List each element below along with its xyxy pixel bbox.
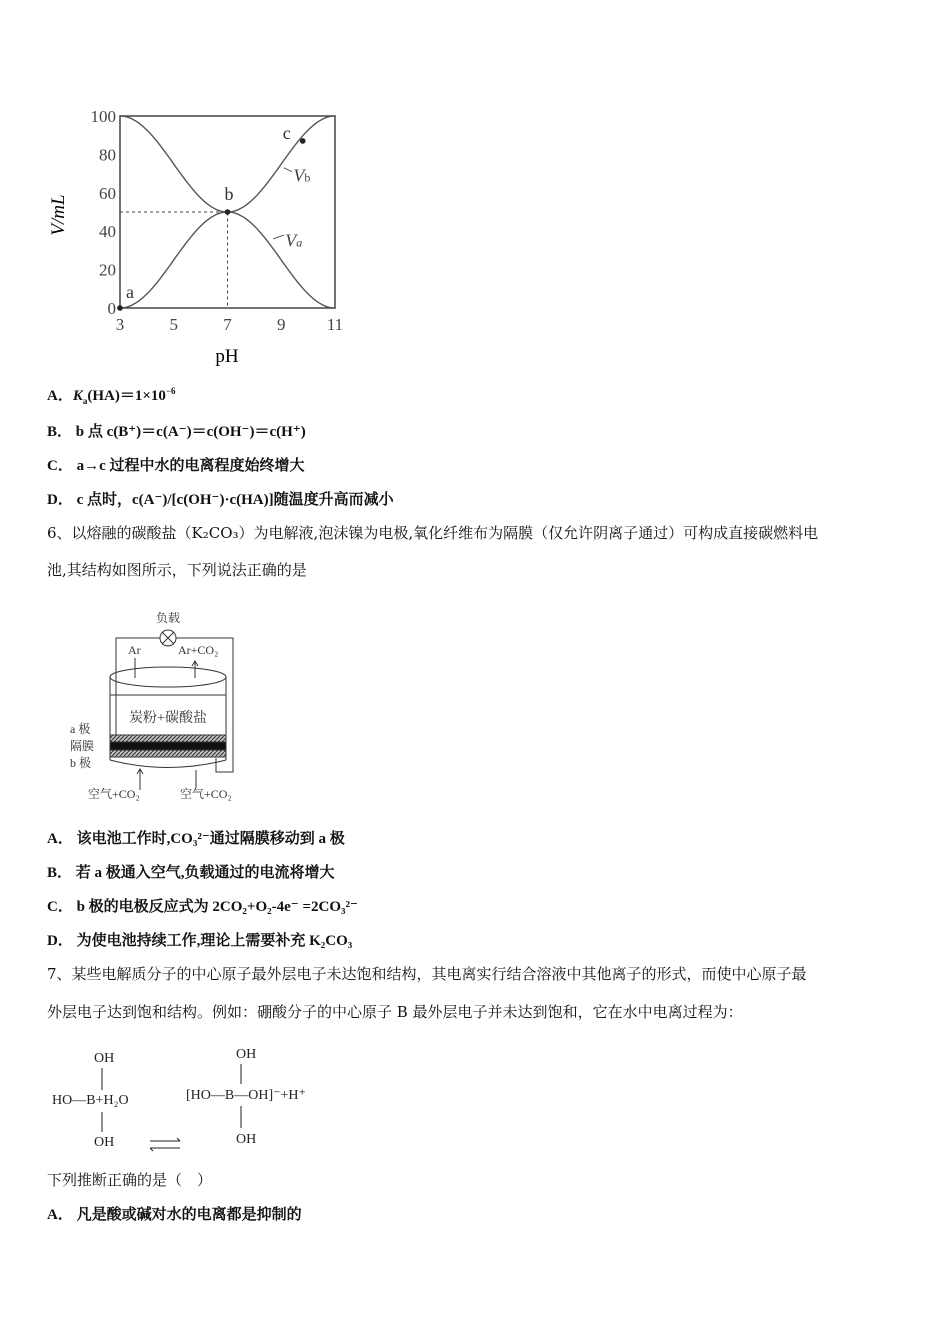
oh-bottom-left: OH bbox=[94, 1135, 115, 1150]
point-a bbox=[117, 305, 123, 311]
q6-stem-2: 池,其结构如图所示，下列说法正确的是 bbox=[47, 561, 307, 579]
point-c bbox=[300, 138, 306, 144]
q7-prompt: 下列推断正确的是（ ） bbox=[47, 1171, 213, 1189]
fill-label: 炭粉+碳酸盐 bbox=[129, 711, 207, 726]
x-tick-label: 9 bbox=[277, 315, 286, 334]
q5-option-b: B． b 点 c(B⁺)＝c(A⁻)＝c(OH⁻)＝c(H⁺) bbox=[47, 424, 306, 440]
membrane-label: 隔膜 bbox=[70, 739, 95, 753]
x-axis-label: pH bbox=[215, 346, 239, 367]
x-tick-label: 3 bbox=[115, 315, 125, 334]
y-tick-label: 100 bbox=[90, 107, 116, 126]
ar-in-label: Ar bbox=[128, 643, 141, 657]
q6-option-c: C． b 极的电极反应式为 2CO₂+O₂-4e⁻ =2CO₃²⁻ bbox=[47, 899, 358, 915]
left-formula: HO—B+H₂O bbox=[52, 1093, 129, 1108]
b-pole-label: b 极 bbox=[70, 756, 92, 770]
y-tick-label: 40 bbox=[99, 222, 116, 242]
v-ph-chart bbox=[40, 100, 360, 370]
q6-stem-1: 6、以熔融的碳酸盐（K₂CO₃）为电解液,泡沫镍为电极,氧化纤维布为隔膜（仅允许阴离子通过）可构成直接碳燃料电 bbox=[47, 524, 819, 542]
air-in-label: 空气+CO₂ bbox=[88, 787, 140, 801]
q7-option-a: A． 凡是酸或碱对水的电离都是抑制的 bbox=[47, 1207, 302, 1223]
point-label-a: a bbox=[126, 282, 134, 302]
y-axis-label: V/mL bbox=[48, 194, 69, 236]
air-out-label: 空气+CO₂ bbox=[180, 787, 232, 801]
point-label-b: b bbox=[224, 184, 234, 204]
q7-stem-2: 外层电子达到饱和结构。例如：硼酸分子的中心原子 B 最外层电子并未达到饱和，它在水中电离过程为： bbox=[47, 1003, 743, 1021]
y-tick-label: 0 bbox=[107, 299, 116, 318]
q5-option-d: D． c 点时，c(A⁻)/[c(OH⁻)·c(HA)]随温度升高而减小 bbox=[47, 492, 394, 508]
oh-bottom-right: OH bbox=[236, 1132, 257, 1147]
equilibrium-arrow-icon bbox=[150, 1138, 180, 1151]
fuel-cell-diagram bbox=[60, 600, 260, 810]
y-tick-label: 80 bbox=[99, 145, 116, 165]
boric-acid-equation bbox=[40, 1040, 340, 1160]
ar-out-label: Ar+CO₂ bbox=[178, 643, 219, 657]
q6-option-d: D． 为使电池持续工作,理论上需要补充 K₂CO₃ bbox=[47, 933, 353, 949]
vb-leader bbox=[284, 168, 292, 172]
vb-label: Vb bbox=[293, 165, 311, 186]
point-label-c: c bbox=[282, 122, 291, 143]
load-label: 负载 bbox=[155, 611, 181, 625]
y-tick-label: 20 bbox=[99, 260, 116, 280]
q6-option-a: A． 该电池工作时,CO₃²⁻通过隔膜移动到 a 极 bbox=[47, 831, 345, 847]
oh-top-left: OH bbox=[94, 1051, 115, 1066]
x-tick-label: 7 bbox=[223, 315, 232, 334]
q7-stem-1: 7、某些电解质分子的中心原子最外层电子未达饱和结构，其电离实行结合溶液中其他离子的形式，而使中心原子最 bbox=[47, 965, 807, 983]
q5-option-a: A．$K_a(HA)=1\times 10^{-6}$ bbox=[47, 386, 176, 406]
x-tick-label: 11 bbox=[326, 315, 344, 334]
y-tick-label: 60 bbox=[99, 183, 116, 203]
right-formula: [HO—B—OH]⁻+H⁺ bbox=[186, 1088, 306, 1103]
q5-option-c: C． a→c 过程中水的电离程度始终增大 bbox=[47, 458, 305, 474]
x-tick-label: 5 bbox=[169, 315, 178, 334]
point-b bbox=[225, 209, 231, 215]
va-leader bbox=[273, 235, 284, 239]
va-label: Va bbox=[285, 230, 303, 251]
a-pole-label: a 极 bbox=[70, 722, 91, 736]
q6-option-b: B． 若 a 极通入空气,负载通过的电流将增大 bbox=[47, 865, 335, 881]
oh-top-right: OH bbox=[236, 1047, 257, 1062]
